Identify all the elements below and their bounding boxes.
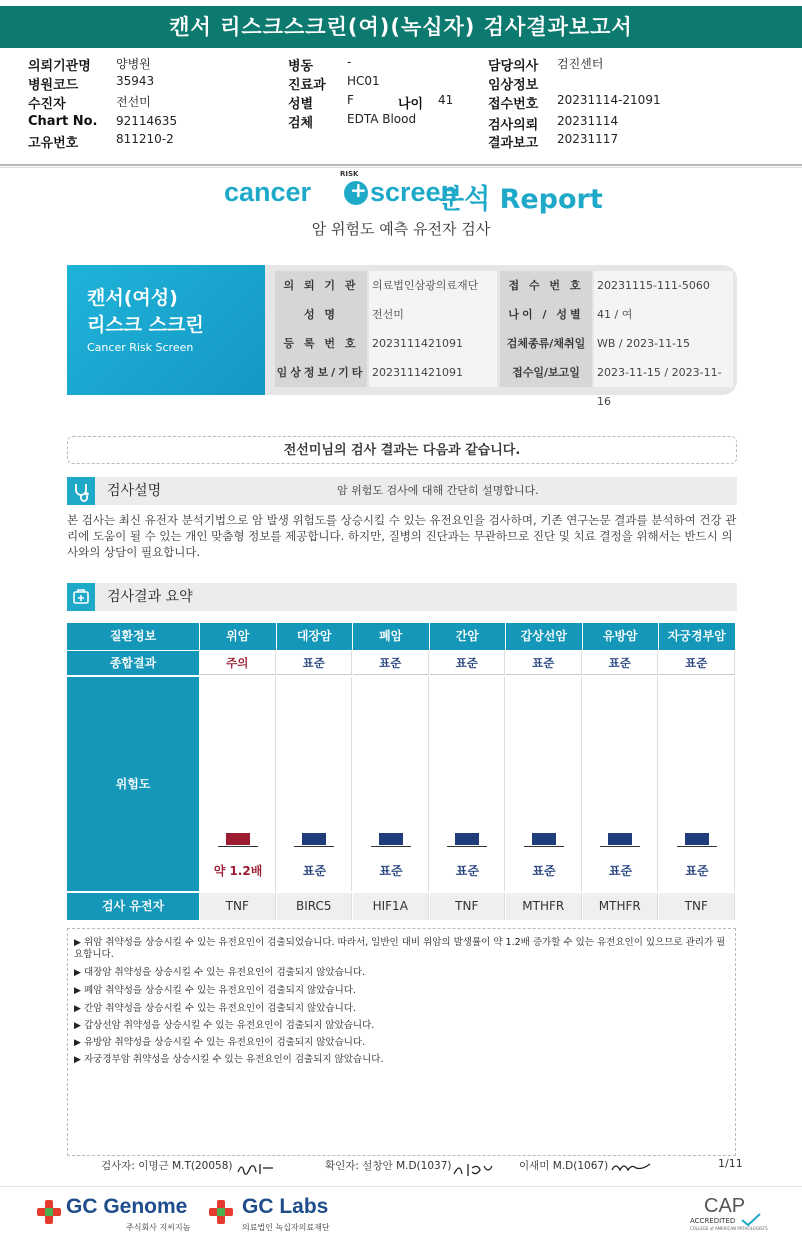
gene-cell: TNF [430,893,506,920]
meta-value: 양병원 [116,57,151,71]
summary-result: 표준 [659,651,735,675]
risk-baseline [371,846,411,847]
card-info-label: 나이 / 성별 [500,300,592,329]
risk-bar [379,833,403,845]
meta-label: 검사의뢰 [488,118,539,133]
meta-label: 나이 [398,97,424,112]
note-text: 폐암 취약성을 상승시킬 수 있는 유전요인이 검출되지 않았습니다. [84,985,356,996]
risk-cell [430,677,506,891]
meta-label: 결과보고 [488,136,539,151]
gc-labs-sub: 의료법인 녹십자의료재단 [242,1223,330,1232]
divider [0,164,802,166]
risk-label: 표준 [608,864,633,878]
greeting-banner: 전선미님의 검사 결과는 다음과 같습니다. [67,436,737,464]
summary-result: 표준 [277,651,353,675]
risk-baseline [600,846,640,847]
risk-cell [277,677,353,891]
risk-baseline [524,846,564,847]
risk-label: 표준 [302,864,327,878]
meta-value: 전선미 [116,95,151,109]
triangle-bullet-icon: ▶ [74,1055,81,1065]
stethoscope-icon [67,477,95,505]
logo-risk-text: RISK [340,170,359,178]
risk-bar [302,833,326,845]
disease-header: 자궁경부암 [659,623,735,650]
note-text: 위암 취약성을 상승시킬 수 있는 유전요인이 검출되었습니다. 따라서, 일반인 대비 위암의 발생률이 약 1.2배 증가할 수 있는 유전요인이 있으므로 관리가 필요합니다. [74,937,726,960]
meta-value: 35943 [116,74,155,88]
card-info-value: 2023111421091 [369,358,497,387]
note-item [74,937,732,961]
meta-label: 담당의사 [488,59,539,74]
results-risk-label: 위험도 [67,677,199,891]
note-item [74,1054,732,1066]
confirmer-signature-text: 확인자: 설창안 M.D(1037) [325,1160,452,1172]
card-title-en: Cancer Risk Screen [87,341,194,354]
page-subtitle: 암 위험도 예측 유전자 검사 [311,220,491,238]
report-title: 캔서 리스크스크린(여)(녹십자) 검사결과보고서 [0,6,802,48]
disease-header: 간암 [430,623,506,650]
note-text: 갑상선암 취약성을 상승시킬 수 있는 유전요인이 검출되지 않았습니다. [84,1020,375,1031]
meta-value: 20231117 [557,132,619,146]
doctor2-signature-text: 이새미 M.D(1067) [519,1160,609,1172]
triangle-bullet-icon: ▶ [74,968,81,978]
risk-label: 표준 [379,864,403,878]
meta-label: Chart No. [28,114,98,129]
summary-result: 표준 [583,651,659,675]
card-info-label: 접수일/보고일 [500,358,592,387]
risk-bar [226,833,250,845]
triangle-bullet-icon: ▶ [74,938,81,948]
gene-cell: TNF [659,893,735,920]
card-info-row [275,329,733,358]
card-banner [67,265,265,395]
risk-label: 표준 [532,864,556,878]
note-text: 대장암 취약성을 상승시킬 수 있는 유전요인이 검출되지 않았습니다. [84,967,366,978]
logo-screen-text: screen [370,177,458,207]
card-info-value: 41 / 여 [594,300,733,329]
meta-value: F [347,93,354,107]
meta-label: 의뢰기관명 [28,59,91,74]
risk-cell [583,677,659,891]
risk-label: 표준 [455,864,480,878]
gene-cell: MTHFR [506,893,582,920]
card-info-row [275,271,733,300]
card-info-label: 의 뢰 기 관 [275,271,367,300]
section-header-description [67,477,737,505]
patient-meta [0,55,802,165]
meta-value: 92114635 [116,114,178,128]
meta-value: EDTA Blood [347,112,417,126]
gc-genome-sub: 주식회사 지씨지놈 [126,1223,191,1232]
result-notes [67,928,736,1156]
summary-result: 표준 [506,651,582,675]
note-item [74,967,732,979]
disease-header: 대장암 [277,623,353,650]
risk-baseline [677,846,717,847]
results-table [67,623,738,921]
risk-cell [200,677,276,891]
doctor2-signature [610,1160,652,1174]
gene-cell: HIF1A [353,893,429,920]
summary-result: 표준 [353,651,429,675]
meta-label: 병원코드 [28,78,79,93]
cap-accredited-text: ACCREDITED [690,1217,736,1225]
card-title-line1: 캔서(여성) [87,287,178,309]
page-number: 1/11 [718,1157,743,1170]
card-info-label: 검체종류/채취일 [500,329,592,358]
gc-cross-icon [36,1199,62,1225]
results-header-label: 질환정보 [67,623,199,650]
risk-bar [455,833,479,845]
gene-cell: MTHFR [583,893,659,920]
plus-icon [344,181,368,205]
meta-value: 20231114-21091 [557,93,661,107]
logo-report-text: 분석 Report [438,184,603,215]
patient-card [67,265,737,408]
risk-baseline [294,846,334,847]
risk-cell [353,677,429,891]
gc-labs-name: GC Labs [242,1195,329,1218]
meta-value: HC01 [347,74,380,88]
divider [0,167,802,168]
section-header-summary [67,583,737,611]
note-text: 유방암 취약성을 상승시킬 수 있는 유전요인이 검출되지 않았습니다. [84,1037,366,1048]
meta-value: - [347,55,352,69]
meta-value: 811210-2 [116,132,174,146]
meta-value: 41 [438,93,454,107]
meta-label: 검체 [288,116,314,131]
disease-header: 갑상선암 [506,623,582,650]
note-text: 자궁경부암 취약성을 상승시킬 수 있는 유전요인이 검출되지 않았습니다. [84,1054,384,1065]
cap-college-text: COLLEGE of AMERICAN PATHOLOGISTS [690,1226,768,1231]
meta-label: 병동 [288,59,314,74]
meta-label: 접수번호 [488,97,539,112]
disease-header: 위암 [200,623,276,650]
section-note: 암 위험도 검사에 대해 간단히 설명합니다. [337,484,539,497]
risk-cell [659,677,735,891]
risk-bar [532,833,556,845]
note-item [74,985,732,997]
triangle-bullet-icon: ▶ [74,986,81,996]
meta-value: 검진센터 [557,57,604,71]
risk-bar [608,833,632,845]
results-summary-label: 종합결과 [67,651,199,675]
card-info-row [275,358,733,408]
cap-text: CAP [704,1195,746,1217]
meta-label: 고유번호 [28,136,79,151]
gc-genome-name: GC Genome [66,1195,188,1218]
card-info-value: 전선미 [369,300,497,329]
section-title: 검사결과 요약 [107,589,193,605]
meta-label: 수진자 [28,97,66,112]
summary-result: 주의 [200,651,276,675]
card-info-value: 의료법인삼광의료재단 [369,271,497,300]
card-info-row [275,300,733,329]
summary-result: 표준 [430,651,506,675]
risk-baseline [447,846,487,847]
description-text: 본 검사는 최신 유전자 분석기법으로 암 발생 위험도를 상승시킬 수 있는 유전요인을 검사하며, 기존 연구논문 결과를 분석하여 건강 관리에 도움이 될 수 있는 개인 맞춤형 정보를 제공합니다. 하지만, 질병의 진단과는 무관하므로 진단 및 치료 결정을 위해서는 반드시 의사와의 상담이 필요합니다. [67,513,737,559]
risk-bar [685,833,709,845]
triangle-bullet-icon: ▶ [74,1021,81,1031]
meta-label: 성별 [288,97,314,112]
results-gene-label: 검사 유전자 [67,893,199,920]
card-info-value: WB / 2023-11-15 [594,329,733,358]
section-title: 검사설명 [107,483,162,499]
tester-signature-text: 검사자: 이명근 M.T(20058) [101,1160,233,1172]
card-info-label: 등 록 번 호 [275,329,367,358]
cap-accredited-logo [690,1195,768,1235]
risk-label: 약 1.2배 [213,864,263,878]
gene-cell: TNF [200,893,276,920]
card-info-label: 접 수 번 호 [500,271,592,300]
card-info-value: 2023-11-15 / 2023-11-16 [594,358,733,387]
risk-baseline [218,846,258,847]
risk-cell [506,677,582,891]
checkmark-icon [740,1213,762,1227]
tester-signature [236,1160,276,1178]
gc-cross-icon [208,1199,234,1225]
card-info-label: 성 명 [275,300,367,329]
meta-label: 진료과 [288,78,326,93]
disease-header: 폐암 [353,623,429,650]
logo-cancer-text: cancer [224,177,312,207]
card-title-line2: 리스크 스크린 [87,314,204,336]
note-item [74,1020,732,1032]
disease-header: 유방암 [583,623,659,650]
triangle-bullet-icon: ▶ [74,1038,81,1048]
note-item [74,1003,732,1015]
note-item [74,1037,732,1049]
meta-label: 임상정보 [488,78,539,93]
note-text: 간암 취약성을 상승시킬 수 있는 유전요인이 검출되지 않았습니다. [84,1003,356,1014]
medical-box-icon [67,583,95,611]
divider [0,1186,802,1187]
meta-value: 20231114 [557,114,619,128]
confirmer-signature [452,1160,500,1178]
cancer-screen-logo [0,170,802,215]
risk-label: 표준 [685,864,709,878]
card-info-value: 2023111421091 [369,329,497,358]
card-info-value: 20231115-111-5060 [594,271,733,300]
triangle-bullet-icon: ▶ [74,1004,81,1014]
card-info-label: 임상정보/기타 [275,358,367,387]
gene-cell: BIRC5 [277,893,353,920]
